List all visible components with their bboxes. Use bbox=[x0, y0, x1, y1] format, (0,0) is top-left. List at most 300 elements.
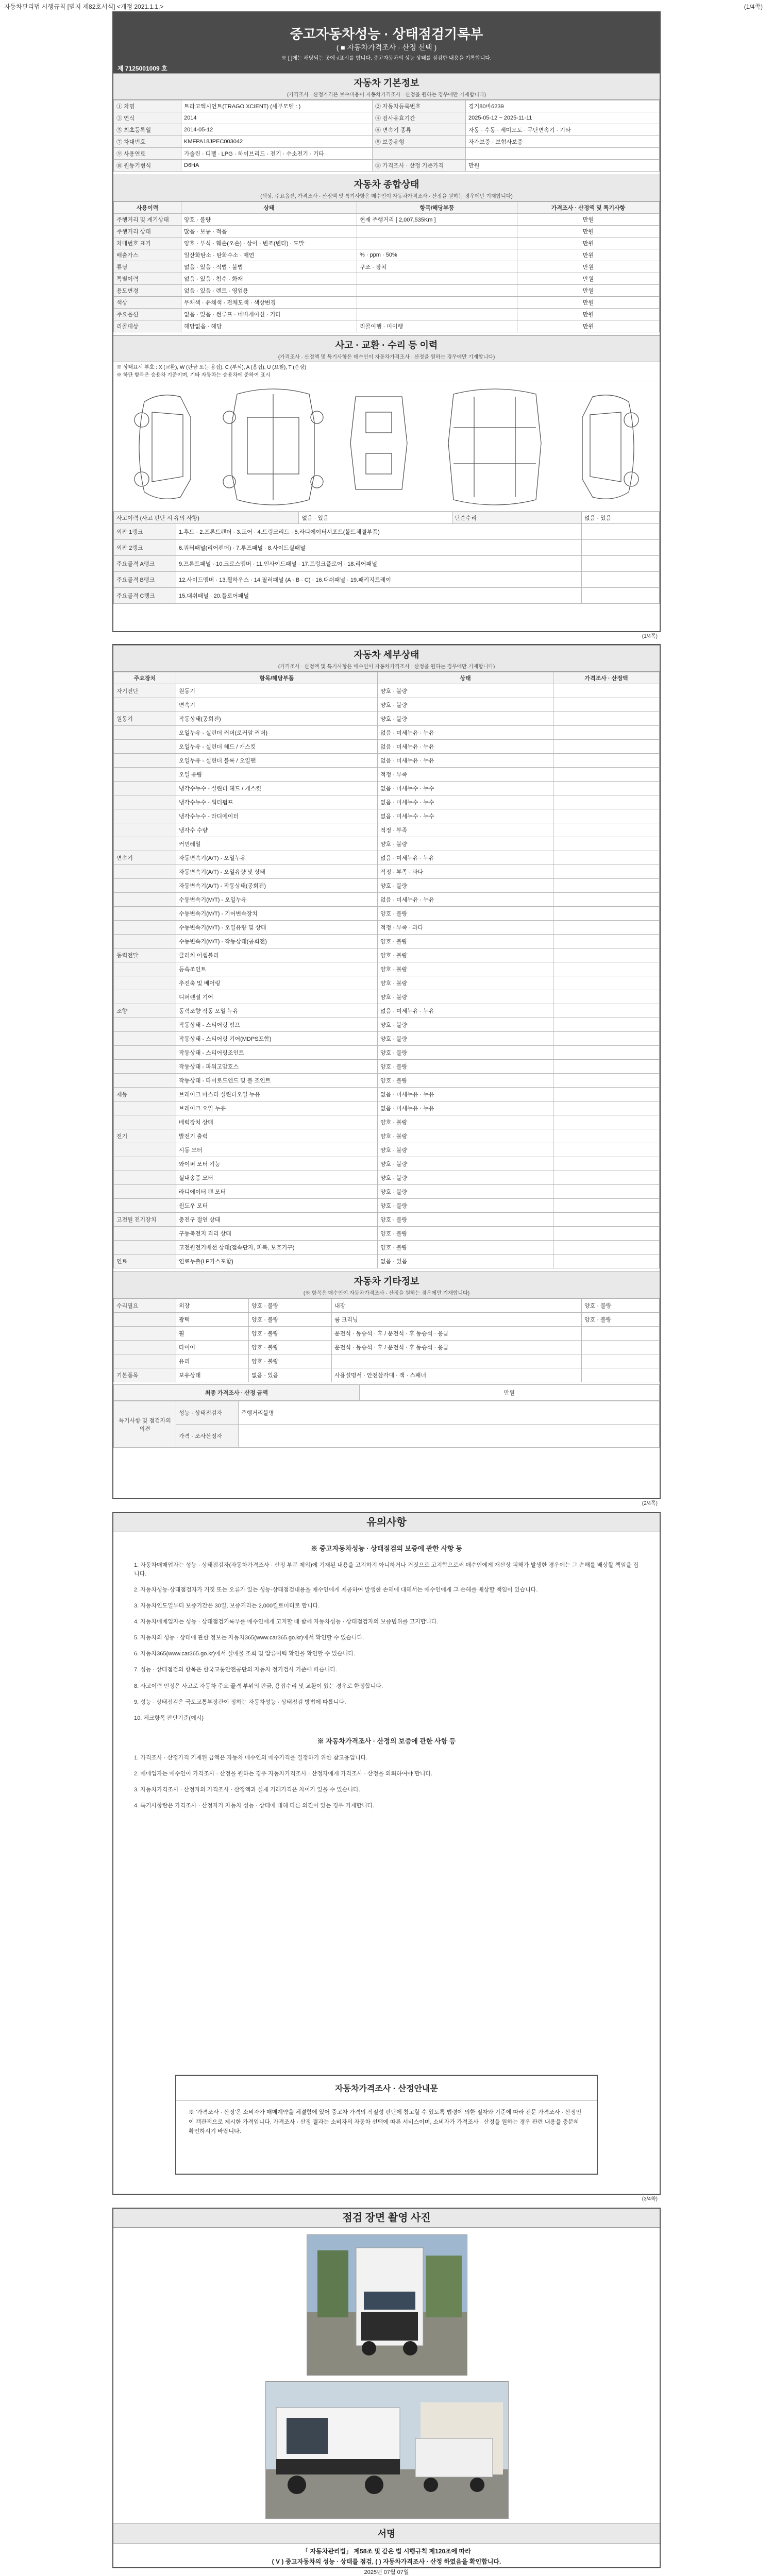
detail-state: 양호 · 불량 bbox=[378, 684, 553, 698]
document-note: ※ [ ]에는 해당되는 곳에 √표시를 합니다. 중고자동차의 성능 상태를 점검한 내용을 기록합니다. bbox=[281, 56, 492, 61]
detail-item: 윈도우 모터 bbox=[176, 1199, 378, 1213]
other-group bbox=[114, 1341, 176, 1354]
other-group bbox=[114, 1313, 176, 1327]
basic-info-label: ② 자동차등록번호 bbox=[373, 100, 466, 112]
detail-head: 항목/해당부품 bbox=[176, 672, 378, 684]
basic-info-table bbox=[113, 100, 660, 172]
detail-group bbox=[114, 837, 176, 851]
price-guide-text: ※ '가격조사 · 산정'은 소비자가 매매계약을 체결함에 있어 중고차 가격의 적절성 판단에 참고할 수 있도록 법령에 의한 절차와 기준에 따라 전문 가격조사 · 산정인이 객관적으로 제시한 가격입니다. 가격조사 · 산정 결과는 소비자의 자동차 선택에 따른 서비스이며, 소비자가 가격조사 · 산정을 원하는 경우 관련 내용을 충분히 확인하시기 바랍니다. bbox=[189, 2109, 582, 2135]
detail-state: 없음 · 미세누수 · 누수 bbox=[378, 795, 553, 809]
basic-info-label: ⑪ 가격조사 · 산정 기준가격 bbox=[373, 160, 466, 172]
detail-group bbox=[114, 1032, 176, 1046]
detail-row bbox=[114, 1157, 660, 1171]
other-state-2 bbox=[582, 1341, 660, 1354]
detail-group bbox=[114, 1185, 176, 1199]
basic-info-label: ③ 연식 bbox=[114, 112, 181, 124]
other-state: 양호 · 불량 bbox=[249, 1327, 332, 1341]
basic-info-value: 만원 bbox=[466, 160, 660, 172]
overall-status-table bbox=[113, 201, 660, 332]
detail-price bbox=[553, 1101, 660, 1115]
panel-rank-row bbox=[114, 540, 660, 556]
signature-text: 「 자동차관리법」 제58조 및 같은 법 시행규칙 제120조에 따라 bbox=[302, 2548, 471, 2555]
overall-status-item: 튜닝 bbox=[114, 261, 181, 273]
detail-item: 냉각수누수 - 라디에이터 bbox=[176, 809, 378, 823]
overall-status-price: 만원 bbox=[517, 238, 660, 249]
detail-price bbox=[553, 1004, 660, 1018]
detail-price bbox=[553, 684, 660, 698]
detail-group bbox=[114, 809, 176, 823]
detail-price bbox=[553, 823, 660, 837]
basic-info-row bbox=[114, 100, 660, 112]
basic-info-label: ⑧ 보증유형 bbox=[373, 136, 466, 148]
other-info-row bbox=[114, 1327, 660, 1341]
detail-group bbox=[114, 1199, 176, 1213]
detail-item: 충전구 절연 상태 bbox=[176, 1213, 378, 1227]
detail-price bbox=[553, 1046, 660, 1060]
detail-group bbox=[114, 893, 176, 907]
detail-price bbox=[553, 1074, 660, 1088]
detail-price bbox=[553, 712, 660, 726]
overall-status-item: 차대번호 표기 bbox=[114, 238, 181, 249]
detail-state: 양호 · 불량 bbox=[378, 1171, 553, 1185]
detail-price bbox=[553, 768, 660, 782]
accident-question-row bbox=[114, 512, 660, 524]
detail-state: 없음 · 미세누유 · 누유 bbox=[378, 754, 553, 768]
detail-state: 없음 · 미세누유 · 누유 bbox=[378, 1101, 553, 1115]
accident-question: 사고이력 (사고 판단 시 유의 사항) bbox=[114, 512, 299, 524]
panel-rank: 주요골격 B랭크 bbox=[114, 572, 176, 588]
detail-row bbox=[114, 990, 660, 1004]
detail-row bbox=[114, 1213, 660, 1227]
detail-price bbox=[553, 740, 660, 754]
basic-info-row bbox=[114, 136, 660, 148]
notice-item: 1. 가격조사 · 산정가격 기재된 금액은 자동차 매수인의 매수가격을 결정하기 위한 참고용입니다. bbox=[134, 1754, 368, 1761]
notice-item: 2. 매매업자는 매수인이 가격조사 · 산정을 원하는 경우 자동차가격조사 · 산정자에게 가격조사 · 산정을 의뢰하여야 합니다. bbox=[134, 1770, 433, 1777]
special-notes-table bbox=[113, 1401, 660, 1448]
detail-row bbox=[114, 1199, 660, 1213]
detail-row bbox=[114, 768, 660, 782]
other-info-row bbox=[114, 1341, 660, 1354]
overall-status-row bbox=[114, 273, 660, 285]
detail-row bbox=[114, 823, 660, 837]
detail-group: 제동 bbox=[114, 1088, 176, 1101]
detail-head: 주요장치 bbox=[114, 672, 176, 684]
detail-price bbox=[553, 809, 660, 823]
detail-price bbox=[553, 1060, 660, 1074]
form-reference: 자동차관리법 시행규칙 [별지 제82호서식] <개정 2021.1.1.> bbox=[4, 3, 164, 10]
panel-items: 9.프론트패널 · 10.크로스멤버 · 11.인사이드패널 · 17.트렁크플로어 · 18.리어패널 bbox=[176, 556, 582, 572]
detail-price bbox=[553, 795, 660, 809]
detail-state: 없음 · 미세누수 · 누수 bbox=[378, 782, 553, 795]
document-title: 중고자동차성능 · 상태점검기록부 bbox=[290, 26, 483, 42]
detail-state: 양호 · 불량 bbox=[378, 879, 553, 893]
other-item-2: 룸 크리닝 bbox=[332, 1313, 582, 1327]
detail-group: 원동기 bbox=[114, 712, 176, 726]
overall-status-head-row bbox=[114, 202, 660, 214]
detail-state: 적정 · 부족 · 과다 bbox=[378, 865, 553, 879]
basic-info-label: ⑨ 사용연료 bbox=[114, 148, 181, 160]
document-header-bar bbox=[0, 0, 773, 11]
overall-status-detail: 구조 · 장치 bbox=[357, 261, 517, 273]
basic-info-value: 2014 bbox=[181, 112, 373, 124]
page-number: (1/4쪽) bbox=[642, 634, 658, 639]
detail-state: 양호 · 불량 bbox=[378, 1227, 553, 1241]
detail-price bbox=[553, 1213, 660, 1227]
notice-heading-2: ※ 자동차가격조사 · 산정의 보증에 관한 사항 등 bbox=[317, 1737, 456, 1745]
other-group: 기본품목 bbox=[114, 1368, 176, 1382]
overall-status-detail bbox=[357, 309, 517, 320]
detail-item: 추진축 및 베어링 bbox=[176, 976, 378, 990]
detail-state: 양호 · 불량 bbox=[378, 1046, 553, 1060]
overall-status-row bbox=[114, 261, 660, 273]
overall-status-row bbox=[114, 249, 660, 261]
detail-price bbox=[553, 976, 660, 990]
detail-row bbox=[114, 976, 660, 990]
detail-row bbox=[114, 1032, 660, 1046]
detail-head-row bbox=[114, 672, 660, 684]
detail-item: 시동 모터 bbox=[176, 1143, 378, 1157]
detail-price bbox=[553, 1018, 660, 1032]
page-3 bbox=[112, 1512, 661, 2202]
other-item: 휠 bbox=[176, 1327, 249, 1341]
vehicle-diagram-area bbox=[113, 381, 660, 512]
photo-title-band: 점검 장면 촬영 사진 bbox=[113, 2209, 660, 2228]
page-number: (3/4쪽) bbox=[642, 2196, 658, 2202]
overall-status-head: 사용이력 bbox=[114, 202, 181, 214]
other-state-2: 양호 · 불량 bbox=[582, 1313, 660, 1327]
detail-item: 냉각수 수량 bbox=[176, 823, 378, 837]
detail-item: 와이퍼 모터 기능 bbox=[176, 1157, 378, 1171]
page-1 bbox=[112, 11, 661, 639]
panel-price bbox=[582, 588, 660, 604]
detail-item: 배력장치 상태 bbox=[176, 1115, 378, 1129]
overall-status-item: 색상 bbox=[114, 297, 181, 309]
overall-status-row bbox=[114, 297, 660, 309]
overall-status-state: 일산화탄소 · 탄화수소 · 매연 bbox=[181, 249, 357, 261]
overall-status-detail bbox=[357, 238, 517, 249]
notice-heading-1: ※ 중고자동차성능 · 상태점검의 보증에 관한 사항 등 bbox=[311, 1545, 462, 1552]
accident-answer: 없음 · 있음 bbox=[299, 512, 452, 524]
detail-state: 양호 · 불량 bbox=[378, 698, 553, 712]
detail-state: 양호 · 불량 bbox=[378, 1199, 553, 1213]
panel-price bbox=[582, 524, 660, 540]
detail-state: 없음 · 미세누유 · 누유 bbox=[378, 740, 553, 754]
detail-price bbox=[553, 1032, 660, 1046]
basic-info-value: 2014-05-12 bbox=[181, 124, 373, 136]
signature-text-2: ( V ) 중고자동차의 성능 · 상태를 점검, ( ) 자동차가격조사 · 산정 하였음을 확인합니다. bbox=[272, 2558, 501, 2565]
detail-row bbox=[114, 1088, 660, 1101]
detail-state: 적정 · 부족 bbox=[378, 768, 553, 782]
overall-status-row bbox=[114, 214, 660, 226]
detail-head: 가격조사 · 산정액 bbox=[553, 672, 660, 684]
detail-row bbox=[114, 948, 660, 962]
detail-group bbox=[114, 726, 176, 740]
other-group: 수리필요 bbox=[114, 1299, 176, 1313]
notice-item: 2. 자동차성능·상태점검자가 거짓 또는 오류가 있는 성능·상태점검내용을 매수인에게 제공하여 발생한 손해에 대해서는 매수인에게 그 손해를 배상할 책임이 있습니다. bbox=[134, 1587, 538, 1594]
price-guide-title: 자동차가격조사 · 산정안내문 bbox=[176, 2076, 597, 2100]
detail-price bbox=[553, 782, 660, 795]
detail-group bbox=[114, 1115, 176, 1129]
overall-status-price: 만원 bbox=[517, 320, 660, 332]
basic-info-value: 가솔린 · 디젤 · LPG · 하이브리드 · 전기 · 수소전기 · 기타 bbox=[181, 148, 373, 160]
detail-group bbox=[114, 990, 176, 1004]
detail-item: 커먼레일 bbox=[176, 837, 378, 851]
detail-row bbox=[114, 740, 660, 754]
detail-state: 양호 · 불량 bbox=[378, 948, 553, 962]
basic-info-label: ⑩ 원동기형식 bbox=[114, 160, 181, 172]
detail-price bbox=[553, 990, 660, 1004]
other-info-row bbox=[114, 1313, 660, 1327]
detail-state: 양호 · 불량 bbox=[378, 712, 553, 726]
overall-status-detail: % · ppm · 50% bbox=[357, 249, 517, 261]
detail-state: 적정 · 부족 bbox=[378, 823, 553, 837]
detail-state: 없음 · 미세누유 · 누유 bbox=[378, 893, 553, 907]
detail-state: 양호 · 불량 bbox=[378, 1213, 553, 1227]
detail-group: 전기 bbox=[114, 1129, 176, 1143]
detail-price bbox=[553, 1143, 660, 1157]
detail-item: 작동상태(공회전) bbox=[176, 712, 378, 726]
notice-item: 3. 자동차인도일부터 보증기간은 30일, 보증거리는 2,000킬로미터로 합니다. bbox=[134, 1603, 320, 1609]
overall-status-item: 배출가스 bbox=[114, 249, 181, 261]
detail-group: 연료 bbox=[114, 1255, 176, 1268]
overall-status-price: 만원 bbox=[517, 285, 660, 297]
notice-content bbox=[113, 1532, 660, 1810]
notice-item: 6. 자동차365(www.car365.go.kr)에서 실매물 조회 및 압류이력 확인을 확인할 수 있습니다. bbox=[134, 1651, 356, 1657]
panel-rank: 외판 2랭크 bbox=[114, 540, 176, 556]
panel-rank-row bbox=[114, 524, 660, 540]
accident-repair-table bbox=[113, 512, 660, 604]
page-4 bbox=[112, 2208, 661, 2575]
detail-price bbox=[553, 879, 660, 893]
page-indicator: (1/4쪽) bbox=[744, 3, 763, 10]
overall-status-price: 만원 bbox=[517, 249, 660, 261]
other-state: 양호 · 불량 bbox=[249, 1354, 332, 1368]
detail-item: 수동변속기(M/T) - 오일유량 및 상태 bbox=[176, 921, 378, 935]
detail-row bbox=[114, 1101, 660, 1115]
detail-state: 양호 · 불량 bbox=[378, 1074, 553, 1088]
repair-answer: 없음 · 있음 bbox=[582, 512, 660, 524]
overall-status-item: 주행거리 상태 bbox=[114, 226, 181, 238]
other-item: 유리 bbox=[176, 1354, 249, 1368]
detail-group bbox=[114, 962, 176, 976]
detail-row bbox=[114, 879, 660, 893]
detail-row bbox=[114, 1074, 660, 1088]
detail-group bbox=[114, 1143, 176, 1157]
overall-status-item: 주행거리 및 계기상태 bbox=[114, 214, 181, 226]
detail-row bbox=[114, 726, 660, 740]
detail-row bbox=[114, 698, 660, 712]
detail-group bbox=[114, 1227, 176, 1241]
detail-row bbox=[114, 851, 660, 865]
panel-items: 6.쿼터패널(리어펜더) · 7.루프패널 · 8.사이드실패널 bbox=[176, 540, 582, 556]
page-number: (2/4쪽) bbox=[642, 1501, 658, 1506]
detail-row bbox=[114, 962, 660, 976]
detail-price bbox=[553, 1227, 660, 1241]
detail-state: 양호 · 불량 bbox=[378, 1060, 553, 1074]
detail-item: 동력조향 작동 오일 누유 bbox=[176, 1004, 378, 1018]
basic-info-label: ⑤ 최초등록일 bbox=[114, 124, 181, 136]
detail-price bbox=[553, 1171, 660, 1185]
signature-title: 서명 bbox=[113, 2523, 660, 2544]
detail-state: 양호 · 불량 bbox=[378, 1032, 553, 1046]
detail-price bbox=[553, 893, 660, 907]
perf-inspector-opinion: 주행거리불명 bbox=[239, 1401, 660, 1425]
overall-status-head: 상태 bbox=[181, 202, 357, 214]
notice-item: 4. 자동차매매업자는 성능 · 상태점검기록부를 매수인에게 고지할 때 함께 자동차성능 · 상태점검자의 보증범위를 고지합니다. bbox=[134, 1619, 439, 1625]
detail-state: 적정 · 부족 · 과다 bbox=[378, 921, 553, 935]
basic-info-row bbox=[114, 124, 660, 136]
total-price-value: 만원 bbox=[359, 1385, 659, 1401]
detail-item: 클러치 어셈블리 bbox=[176, 948, 378, 962]
overall-status-price: 만원 bbox=[517, 273, 660, 285]
basic-info-row bbox=[114, 148, 660, 160]
detail-price bbox=[553, 726, 660, 740]
detail-group bbox=[114, 768, 176, 782]
overall-status-state: 없음 · 있음 · 침수 · 화재 bbox=[181, 273, 357, 285]
detail-item: 오일누유 - 실린더 블록 / 오일팬 bbox=[176, 754, 378, 768]
notice-item: 9. 성능 · 상태점검은 국토교통부장관이 정하는 자동차성능 · 상태점검 방법에 따릅니다. bbox=[134, 1699, 346, 1705]
other-state: 양호 · 불량 bbox=[249, 1341, 332, 1354]
detail-state: 양호 · 불량 bbox=[378, 1185, 553, 1199]
overall-status-detail: 현재 주행거리 [ 2,007,535Km ] bbox=[357, 214, 517, 226]
overall-status-state: 해당없음 · 해당 bbox=[181, 320, 357, 332]
detail-group bbox=[114, 1060, 176, 1074]
other-item: 타이어 bbox=[176, 1341, 249, 1354]
detail-group bbox=[114, 935, 176, 948]
detail-state: 양호 · 불량 bbox=[378, 1018, 553, 1032]
notice-title-band: 유의사항 bbox=[113, 1513, 660, 1532]
overall-status-state: 양호 · 부식 · 훼손(오손) · 상이 · 변조(변타) · 도말 bbox=[181, 238, 357, 249]
detail-state: 양호 · 불량 bbox=[378, 1143, 553, 1157]
other-state-2: 양호 · 불량 bbox=[582, 1299, 660, 1313]
other-group bbox=[114, 1327, 176, 1341]
basic-info-header: 자동차 기본정보 (가격조사 · 산정가격은 보수비용이 자동차가격조사 · 산정을 원하는 경우에만 기재합니다) bbox=[113, 73, 660, 100]
other-info-row bbox=[114, 1368, 660, 1382]
detail-group: 동력전달 bbox=[114, 948, 176, 962]
overall-status-row bbox=[114, 226, 660, 238]
overall-status-price: 만원 bbox=[517, 226, 660, 238]
detail-item: 작동상태 - 스티어링조인트 bbox=[176, 1046, 378, 1060]
basic-info-row bbox=[114, 112, 660, 124]
overall-status-state: 많음 · 보통 · 적음 bbox=[181, 226, 357, 238]
overall-status-price: 만원 bbox=[517, 214, 660, 226]
notice-item: 1. 자동차매매업자는 성능 · 상태점검자(자동차가격조사 · 산정 부분 제외)에 기재된 내용을 고지하지 아니하거나 거짓으로 고지함으로써 매수인에게 재산상 피해가 발생한 경우에는 그 손해를 배상할 책임을 집니다. bbox=[134, 1562, 639, 1578]
detail-state: 양호 · 불량 bbox=[378, 1129, 553, 1143]
detail-state: 양호 · 불량 bbox=[378, 1241, 553, 1255]
basic-info-value: KMFPA18JPEC003042 bbox=[181, 136, 373, 148]
notice-item: 7. 성능 · 상태점검의 항목은 한국교통안전공단의 자동차 정기검사 기준에 따릅니다. bbox=[134, 1667, 338, 1673]
detail-group bbox=[114, 782, 176, 795]
detail-row bbox=[114, 809, 660, 823]
overall-status-state: 무채색 · 유채색 · 전체도색 · 색상변경 bbox=[181, 297, 357, 309]
overall-status-state: 없음 · 있음 · 적법 · 불법 bbox=[181, 261, 357, 273]
detail-group: 자기진단 bbox=[114, 684, 176, 698]
detail-item: 오일 유량 bbox=[176, 768, 378, 782]
signature-section bbox=[113, 2523, 660, 2576]
notice-list-price bbox=[134, 1754, 639, 1810]
basic-info-value: 자동 · 수동 · 세미오토 · 무단변속기 · 기타 bbox=[466, 124, 660, 136]
panel-items: 12.사이드멤버 · 13.휠하우스 · 14.필러패널 (A · B · C) · 16.대쉬패널 · 19.패키지트레이 bbox=[176, 572, 582, 588]
other-group bbox=[114, 1354, 176, 1368]
inspection-photo-side bbox=[265, 2381, 509, 2519]
panel-rank-row bbox=[114, 556, 660, 572]
detail-item: 발전기 출력 bbox=[176, 1129, 378, 1143]
signature-date: 2025년 07월 07일 bbox=[364, 2569, 409, 2575]
detail-row bbox=[114, 684, 660, 698]
accident-history-header: 사고 · 교환 · 수리 등 이력 (가격조사 · 산정액 및 특기사항은 매수인이 자동차가격조사 · 산정을 원하는 경우에만 기재합니다) bbox=[113, 335, 660, 362]
detail-state: 없음 · 미세누유 · 누유 bbox=[378, 1004, 553, 1018]
other-item: 외장 bbox=[176, 1299, 249, 1313]
detail-price bbox=[553, 698, 660, 712]
detail-group bbox=[114, 921, 176, 935]
panel-rank: 주요골격 C랭크 bbox=[114, 588, 176, 604]
other-item: 광택 bbox=[176, 1313, 249, 1327]
overall-status-row bbox=[114, 285, 660, 297]
detail-item: 자동변속기(A/T) - 오일누유 bbox=[176, 851, 378, 865]
detail-group bbox=[114, 795, 176, 809]
detail-item: 작동상태 - 스티어링 기어(MDPS포함) bbox=[176, 1032, 378, 1046]
price-assessor-opinion bbox=[239, 1425, 660, 1448]
detail-group bbox=[114, 754, 176, 768]
perf-inspector-label: 성능 · 상태점검자 bbox=[176, 1401, 239, 1425]
overall-status-state: 양호 · 불량 bbox=[181, 214, 357, 226]
detail-row bbox=[114, 837, 660, 851]
detail-price bbox=[553, 1241, 660, 1255]
detail-row bbox=[114, 712, 660, 726]
detail-price bbox=[553, 1255, 660, 1268]
detail-row bbox=[114, 935, 660, 948]
basic-info-label: ⑥ 변속기 종류 bbox=[373, 124, 466, 136]
detail-row bbox=[114, 1018, 660, 1032]
detail-state: 양호 · 불량 bbox=[378, 990, 553, 1004]
inspection-photo-front bbox=[307, 2234, 467, 2376]
detail-row bbox=[114, 1060, 660, 1074]
detail-item: 작동상태 - 타이로드엔드 및 볼 조인트 bbox=[176, 1074, 378, 1088]
detail-item: 작동상태 - 파워고압호스 bbox=[176, 1060, 378, 1074]
detail-row bbox=[114, 1241, 660, 1255]
detail-row bbox=[114, 1004, 660, 1018]
detail-price bbox=[553, 851, 660, 865]
basic-info-value: 경기80바6239 bbox=[466, 100, 660, 112]
detail-state: 양호 · 불량 bbox=[378, 907, 553, 921]
detail-group bbox=[114, 1241, 176, 1255]
detail-state: 양호 · 불량 bbox=[378, 1157, 553, 1171]
other-state-2 bbox=[582, 1354, 660, 1368]
basic-info-label: ④ 검사유효기간 bbox=[373, 112, 466, 124]
detail-item: 냉각수누수 - 워터펌프 bbox=[176, 795, 378, 809]
basic-info-value: 트라고엑시언트(TRAGO XCIENT) (세부모델 : ) bbox=[181, 100, 373, 112]
basic-info-row bbox=[114, 160, 660, 172]
detail-price bbox=[553, 865, 660, 879]
detail-group bbox=[114, 1046, 176, 1060]
panel-price bbox=[582, 572, 660, 588]
price-assessor-label: 가격 · 조사산정자 bbox=[176, 1425, 239, 1448]
detail-price bbox=[553, 1157, 660, 1171]
notice-item: 10. 체크항목 판단기준(예시) bbox=[134, 1715, 204, 1721]
detail-group bbox=[114, 1101, 176, 1115]
basic-info-value: 자가보증 · 보험사보증 bbox=[466, 136, 660, 148]
detail-state: 없음 · 미세누유 · 누유 bbox=[378, 851, 553, 865]
detail-row bbox=[114, 1255, 660, 1268]
detail-item: 디퍼렌셜 기어 bbox=[176, 990, 378, 1004]
overall-status-item: 특별이력 bbox=[114, 273, 181, 285]
detail-group: 조향 bbox=[114, 1004, 176, 1018]
detail-item: 수동변속기(M/T) - 작동상태(공회전) bbox=[176, 935, 378, 948]
detail-group bbox=[114, 865, 176, 879]
notice-item: 3. 자동차가격조사 · 산정자의 가격조사 · 산정액과 실제 거래가격은 차이가 있을 수 있습니다. bbox=[134, 1786, 360, 1793]
basic-info-value bbox=[466, 148, 660, 160]
basic-info-label: ⑦ 차대번호 bbox=[114, 136, 181, 148]
